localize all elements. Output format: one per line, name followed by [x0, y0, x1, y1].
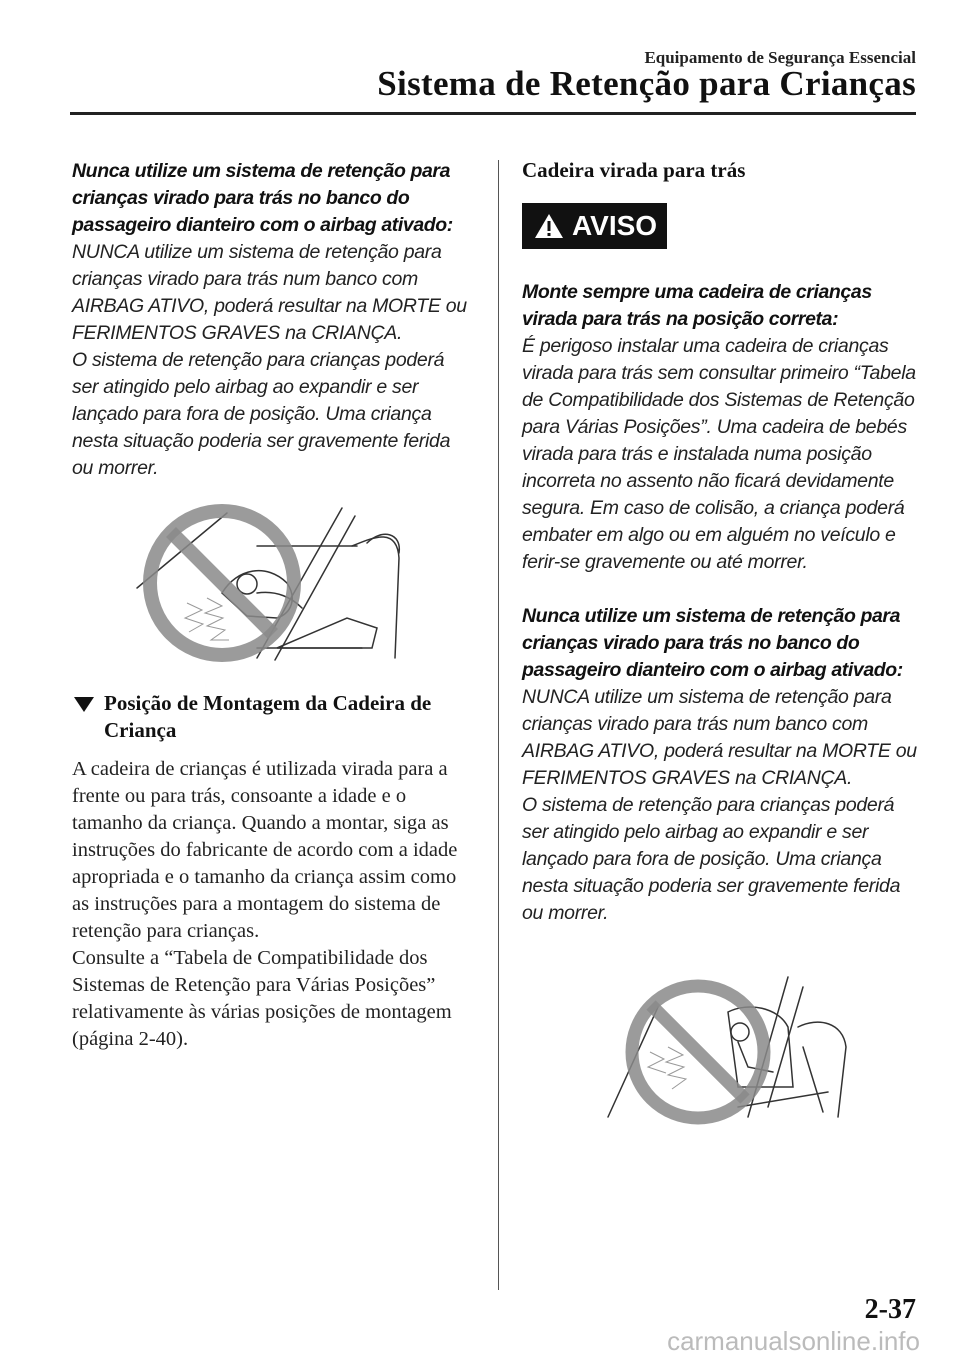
- watermark: carmanualsonline.info: [667, 1326, 920, 1356]
- prohibition-sign-icon: [150, 511, 294, 655]
- header-rule: [70, 112, 916, 115]
- right-subheading: Cadeira virada para trás: [522, 158, 746, 182]
- airbag-burst-icon: [185, 598, 229, 640]
- airbag-front-seat-illustration: [127, 498, 417, 668]
- right-warning-text-1: É perigoso instalar uma cadeira de crianças virada para trás sem consultar primeiro “Tabela de Compatibilidade dos Sistemas de Retenção para Várias Posições”. Uma cadeira de bebés virada para trás e instalada numa posição incorreta no assento não ficará devidamente segura. Em caso de colisão, a criança poderá embater em algo ou em alguém no veículo e ferir-se gravemente ou até morrer.: [522, 335, 916, 573]
- aviso-label: AVISO: [572, 210, 658, 241]
- section-heading: [72, 690, 472, 744]
- left-warning-text-1: NUNCA utilize um sistema de retenção para crianças virado para trás num banco com AIRBAG ATIVO, poderá resultar na MORTE ou FERIMENTOS GRAVES na CRIANÇA.: [72, 241, 467, 344]
- section-heading-text: Posição de Montagem da Cadeira de Criança: [104, 691, 432, 742]
- right-warning-text-3: O sistema de retenção para crianças poderá ser atingido pelo airbag ao expandir e ser lançado para fora de posição. Uma criança nesta situação poderia ser gravemente ferida ou morrer.: [522, 794, 901, 924]
- left-warning-heading: Nunca utilize um sistema de retenção para crianças virado para trás no banco do passageiro dianteiro com o airbag ativado:: [72, 160, 453, 236]
- warning-triangle-icon: [534, 213, 564, 239]
- column-divider: [498, 160, 499, 1290]
- right-column: [522, 158, 924, 1127]
- header-subtitle: Equipamento de Segurança Essencial: [644, 48, 916, 67]
- right-warning-heading-2: Nunca utilize um sistema de retenção para crianças virado para trás no banco do passageiro dianteiro com o airbag ativado:: [522, 605, 903, 681]
- aviso-badge: [522, 203, 667, 249]
- right-warning-text-2: NUNCA utilize um sistema de retenção para crianças virado para trás num banco com AIRBAG ATIVO, poderá resultar na MORTE ou FERIMENTOS GRAVES na CRIANÇA.: [522, 686, 917, 789]
- left-illustration: [72, 498, 472, 668]
- prohibition-sign-icon: [632, 986, 764, 1118]
- left-warning-text-2: O sistema de retenção para crianças poderá ser atingido pelo airbag ao expandir e ser lançado para fora de posição. Uma criança nesta situação poderia ser gravemente ferida ou morrer.: [72, 349, 451, 479]
- rear-facing-seat-illustration: [588, 967, 858, 1127]
- left-body-2: Consulte a “Tabela de Compatibilidade dos Sistemas de Retenção para Várias Posições” relativamente às várias posições de montagem (página 2-40).: [72, 947, 452, 1050]
- right-illustration: [522, 967, 924, 1127]
- right-warning-heading-1: Monte sempre uma cadeira de crianças virada para trás na posição correta:: [522, 281, 872, 330]
- page-title: Sistema de Retenção para Crianças: [377, 64, 916, 103]
- section-triangle-marker-icon: [74, 697, 94, 712]
- left-column: [72, 158, 472, 1053]
- airbag-burst-icon: [648, 1047, 686, 1089]
- page-number: 2-37: [864, 1294, 916, 1325]
- left-body-1: A cadeira de crianças é utilizada virada para a frente ou para trás, consoante a idade e o tamanho da criança. Quando a montar, siga as instruções do fabricante de acordo com a idade apropriada e o tamanho da criança assim como as instruções para a montagem do sistema de retenção para crianças.: [72, 758, 458, 942]
